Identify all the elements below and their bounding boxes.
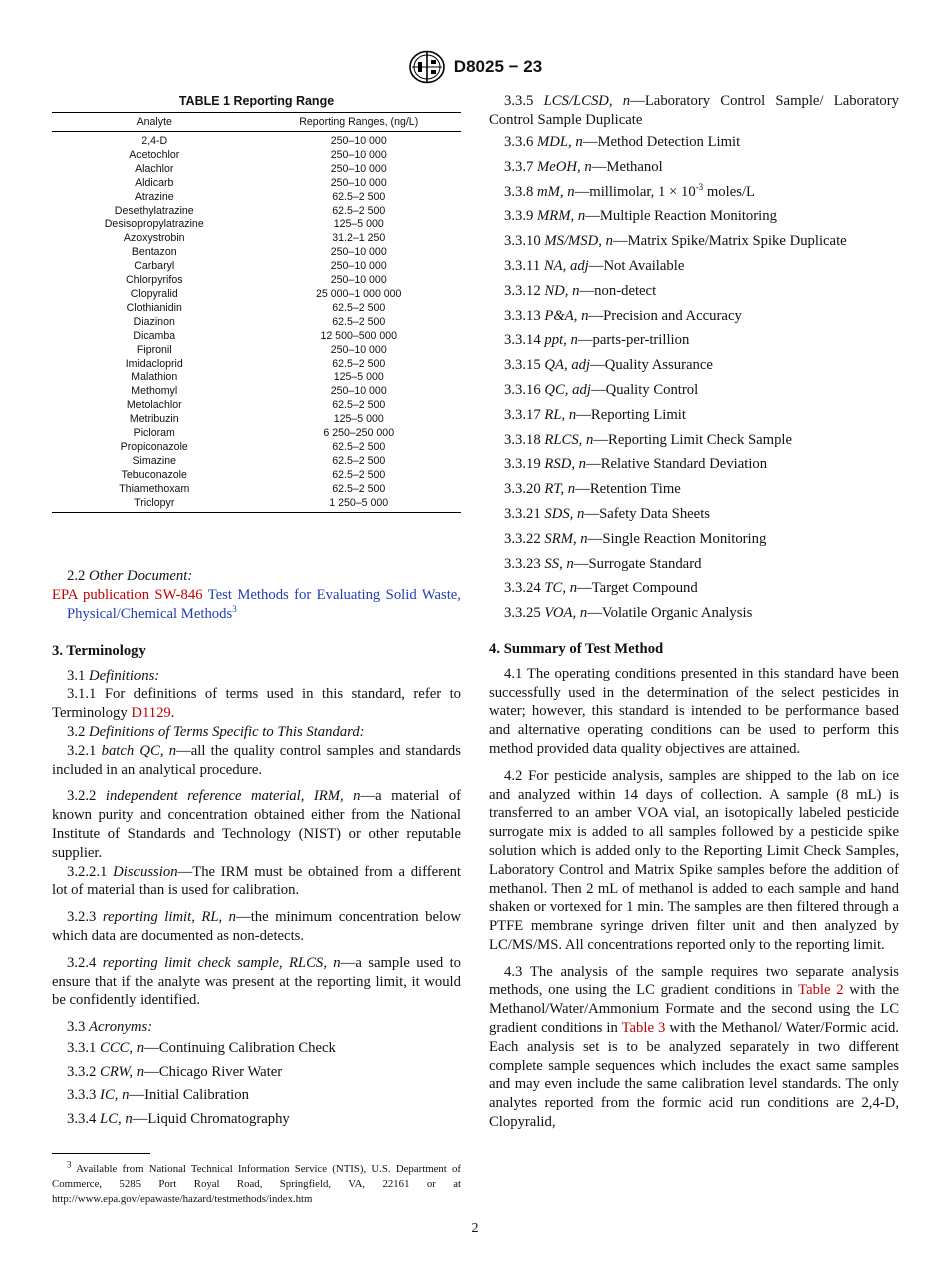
table-row	[52, 344, 461, 358]
range-cell: 250–10 000	[330, 135, 387, 147]
range-cell: 6 250–250 000	[323, 427, 395, 440]
range-cell: 125–5 000	[333, 218, 384, 231]
table-row	[52, 316, 461, 330]
epa-link[interactable]: EPA publication SW-846	[52, 587, 203, 604]
range-cell: 125–5 000	[333, 371, 384, 384]
analyte-cell: Thiamethoxam	[119, 482, 190, 495]
section-3-2: 3.2 Definitions of Terms Specific to This Standard:	[67, 724, 365, 741]
analyte-cell: Triclopyr	[52, 497, 257, 513]
analyte-cell: Acetochlor	[129, 148, 180, 161]
table-row	[52, 483, 461, 497]
table-row	[52, 205, 461, 219]
footnote: $^3$ Available from National Technical Information Service (NTIS), U.S. Department of Commerce, 5285 Port Royal Road, Springfield, VA, 22161 or at http://www.epa.gov/epawaste/hazard/testmethods/index.htm	[52, 1159, 461, 1205]
section-2-2: 2.2 Other Document:	[67, 568, 193, 585]
astm-logo	[408, 50, 446, 84]
range-cell: 250–10 000	[330, 148, 387, 161]
table-row	[52, 218, 461, 232]
acronym-item: 3.3.9 MRM, n—Multiple Reaction Monitoring	[504, 208, 777, 225]
table-row	[52, 302, 461, 316]
range-cell: 62.5–2 500	[332, 190, 386, 203]
range-cell: 31.2–1 250	[332, 232, 386, 245]
section-4-heading: 4. Summary of Test Method	[489, 640, 664, 657]
analyte-cell: Tebuconazole	[121, 468, 187, 481]
range-cell: 62.5–2 500	[332, 399, 386, 412]
epa-title-link[interactable]: Test Methods for Evaluating Solid Waste, Physical/Chemical Methods	[67, 587, 461, 623]
acronym-item: 3.3.17 RL, n—Reporting Limit	[504, 406, 686, 423]
acronym-item: 3.3.11 NA, adj—Not Available	[504, 257, 685, 274]
table-body	[52, 132, 461, 513]
section-3-2-2: 3.2.2 independent reference material, IRM, n—a material of known purity and concentration obtained either from the National Institute of Standards and Technology (NIST) or other reputable supplier.	[52, 788, 462, 861]
range-cell: 12 500–500 000	[320, 329, 398, 342]
analyte-cell: Dicamba	[133, 329, 176, 342]
section-3-2-2-1: 3.2.2.1 Discussion—The IRM must be obtained from a different lot of material than is used for calibration.	[52, 863, 461, 899]
acronym-item: 3.3.24 TC, n—Target Compound	[504, 580, 698, 597]
table-row	[52, 455, 461, 469]
acronym-item: 3.3.5 LCS/LCSD, n—Laboratory Control Sample/ Laboratory Control Sample Duplicate	[489, 93, 899, 128]
section-3-1-1: 3.1.1 For definitions of terms used in this standard, refer to Terminology D1129.	[52, 686, 461, 722]
range-cell: 62.5–2 500	[332, 301, 386, 314]
acronym-item: 3.3.2 CRW, n—Chicago River Water	[67, 1063, 283, 1080]
acronym-item: 3.3.13 P&A, n—Precision and Accuracy	[504, 307, 742, 324]
acronym-item: 3.3.25 VOA, n—Volatile Organic Analysis	[504, 605, 753, 622]
footnote-rule	[52, 1153, 150, 1154]
section-3-1: 3.1 Definitions:	[67, 667, 160, 684]
table-row	[52, 177, 461, 191]
range-cell: 125–5 000	[333, 413, 384, 426]
acronym-item: 3.3.10 MS/MSD, n—Matrix Spike/Matrix Spike Duplicate	[504, 233, 847, 250]
range-cell: 62.5–2 500	[332, 440, 386, 453]
analyte-cell: Clothianidin	[126, 301, 182, 314]
analyte-cell: Clopyralid	[130, 287, 178, 300]
acronym-item: 3.3.19 RSD, n—Relative Standard Deviation	[504, 456, 768, 473]
table-row	[52, 260, 461, 274]
d1129-link[interactable]: D1129	[131, 705, 171, 722]
range-cell: 62.5–2 500	[332, 454, 386, 467]
acronym-item: 3.3.22 SRM, n—Single Reaction Monitoring	[504, 530, 767, 547]
analyte-cell: Metribuzin	[129, 413, 179, 426]
analyte-cell: Carbaryl	[134, 260, 175, 273]
analyte-cell: Simazine	[132, 454, 177, 467]
section-4-1: 4.1 The operating conditions presented in this standard have been successfully used in the determination of the select pesticides in water; however, this standard is intended to be performance based and alternative operating conditions can be used to perform this method provided data quality objectives are attained.	[489, 665, 899, 757]
acronym-item: 3.3.4 LC, n—Liquid Chromatography	[67, 1110, 290, 1127]
table-row	[52, 385, 461, 399]
section-4-3: 4.3 The analysis of the sample requires two separate analysis methods, one using the LC gradient conditions in Table 2 with the Methanol/Water/Ammonium Formate and the second using the LC gradient conditions in Table 3 with the Methanol/ Water/Formic acid. Each analysis set is to be analyzed separately in two different complete sample sequences which includes the exact same samples and may even include the same calibration level standards. The only analytes reported from the formic acid run conditions are 2,4-D, Clopyralid,	[489, 963, 899, 1131]
range-cell: 250–10 000	[330, 385, 387, 398]
analyte-cell: Aldicarb	[135, 176, 174, 189]
page-number: 2	[471, 1221, 479, 1236]
analyte-cell: Desethylatrazine	[114, 204, 194, 217]
acronym-item: 3.3.3 IC, n—Initial Calibration	[67, 1087, 249, 1103]
range-cell: 250–10 000	[330, 343, 387, 356]
table-row	[52, 358, 461, 372]
table-2-link[interactable]: Table 2	[798, 982, 844, 999]
acronym-item: 3.3.16 QC, adj—Quality Control	[504, 381, 699, 398]
acronym-item: 3.3.8 mM, n—millimolar, $1 \times 10^{-3}$ moles/L	[504, 181, 755, 200]
column-header-analyte: Analyte	[52, 113, 257, 132]
right-column	[489, 92, 899, 1132]
page-header	[0, 50, 950, 84]
table-row	[52, 497, 461, 513]
analyte-cell: Atrazine	[134, 190, 174, 203]
acronym-item: 3.3.18 RLCS, n—Reporting Limit Check Sample	[504, 431, 793, 448]
acronym-item: 3.3.12 ND, n—non-detect	[504, 282, 657, 299]
section-3-2-3: 3.2.3 reporting limit, RL, n—the minimum concentration below which data are documented as non-detects.	[52, 909, 462, 945]
table-title: TABLE 1 Reporting Range	[178, 94, 335, 108]
table-row	[52, 413, 461, 427]
range-cell: 62.5–2 500	[332, 204, 386, 217]
analyte-cell: Bentazon	[131, 246, 177, 259]
table-row	[52, 427, 461, 441]
range-cell: 62.5–2 500	[332, 357, 386, 370]
table-row	[52, 132, 461, 149]
table-row	[52, 441, 461, 455]
left-column	[52, 92, 461, 1207]
range-cell: 62.5–2 500	[332, 482, 386, 495]
acronym-item: 3.3.23 SS, n—Surrogate Standard	[504, 555, 702, 572]
acronym-list-right	[489, 92, 899, 626]
analyte-cell: Methomyl	[131, 385, 178, 398]
table-row	[52, 274, 461, 288]
table-row	[52, 232, 461, 246]
range-cell: 250–10 000	[330, 246, 387, 259]
footnote-ref[interactable]: 3	[232, 604, 237, 615]
acronym-item: 3.3.7 MeOH, n—Methanol	[504, 158, 663, 175]
range-cell: 250–10 000	[330, 274, 387, 287]
column-header-range: Reporting Ranges, (ng/L)	[257, 113, 462, 132]
analyte-cell: 2,4-D	[141, 135, 168, 147]
epa-reference	[52, 586, 461, 624]
analyte-cell: Picloram	[133, 427, 175, 440]
table-row	[52, 469, 461, 483]
analyte-cell: Fipronil	[136, 343, 172, 356]
acronym-item: 3.3.6 MDL, n—Method Detection Limit	[504, 134, 741, 150]
range-cell: 62.5–2 500	[332, 315, 386, 328]
range-cell: 25 000–1 000 000	[316, 287, 402, 300]
table-3-link[interactable]: Table 3	[621, 1020, 666, 1037]
table-row	[52, 288, 461, 302]
analyte-cell: Desisopropylatrazine	[104, 218, 204, 231]
range-cell: 250–10 000	[330, 162, 387, 175]
table-row	[52, 246, 461, 260]
acronym-item: 3.3.20 RT, n—Retention Time	[504, 481, 681, 498]
table-row	[52, 149, 461, 163]
acronym-list-left	[52, 1037, 461, 1131]
section-4-2: 4.2 For pesticide analysis, samples are shipped to the lab on ice and analyzed within 14 days of collection. A sample (8 mL) is transferred to an amber VOA vial, an isotopically labeled pesticide surrogate mix is added to all samples followed by a pesticide spike solution which is added only to the Reporting Limit Check Samples, Laboratory Control and Matrix Spike samples before the addition of methanol. Then 2 mL of methanol is added to each sample and hand shaken or vortexed for 1 min. The samples are then filtered through a PTFE membrane syringe driven filter unit and then analyzed by LC/MS/MS. All concentrations reported only to the reporting limit.	[489, 767, 899, 953]
section-3-3: 3.3 Acronyms:	[67, 1019, 153, 1036]
section-3-heading: 3. Terminology	[52, 642, 146, 659]
analyte-cell: Imidacloprid	[125, 357, 183, 370]
acronym-item: 3.3.21 SDS, n—Safety Data Sheets	[504, 505, 711, 522]
analyte-cell: Propiconazole	[120, 440, 188, 453]
section-3-2-1: 3.2.1 batch QC, n—all the quality control samples and standards included in an analytical procedure.	[52, 742, 461, 778]
acronym-item: 3.3.15 QA, adj—Quality Assurance	[504, 357, 713, 374]
range-cell: 250–10 000	[330, 260, 387, 273]
analyte-cell: Alachlor	[135, 162, 174, 175]
table-row	[52, 399, 461, 413]
range-cell: 1 250–5 000	[257, 497, 462, 513]
table-row	[52, 330, 461, 344]
table-row	[52, 371, 461, 385]
table-row	[52, 163, 461, 177]
analyte-cell: Metolachlor	[126, 399, 182, 412]
analyte-cell: Malathion	[131, 371, 178, 384]
range-cell: 250–10 000	[330, 176, 387, 189]
analyte-cell: Azoxystrobin	[123, 232, 185, 245]
reporting-range-table	[52, 112, 461, 513]
analyte-cell: Diazinon	[133, 315, 175, 328]
acronym-item: 3.3.14 ppt, n—parts-per-trillion	[504, 332, 690, 349]
document-code: D8025 − 23	[453, 57, 543, 76]
range-cell: 62.5–2 500	[332, 468, 386, 481]
section-3-2-4: 3.2.4 reporting limit check sample, RLCS, n—a sample used to ensure that if the analyte was present at the reporting limit, it would be confidently identified.	[52, 954, 462, 1009]
acronym-item: 3.3.1 CCC, n—Continuing Calibration Check	[67, 1040, 336, 1056]
analyte-cell: Chlorpyrifos	[125, 274, 183, 287]
table-row	[52, 191, 461, 205]
